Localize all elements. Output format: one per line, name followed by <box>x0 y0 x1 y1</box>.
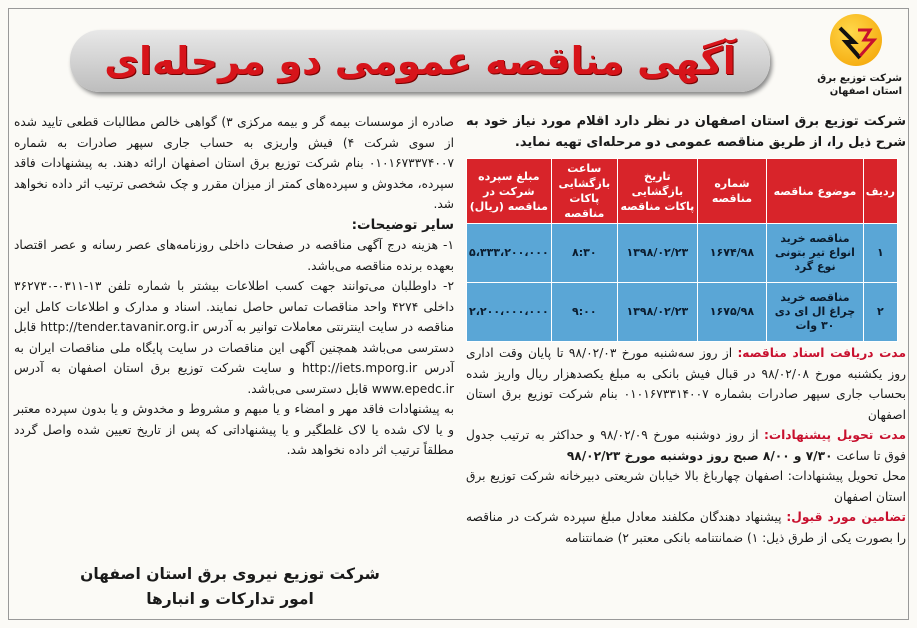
iets-link[interactable]: http://iets.mporg.ir <box>302 361 418 375</box>
delivery-text: از روز دوشنبه مورخ ۹۸/۰۲/۰۹ و حداکثر به ترتیب جدول فوق تا ساعت <box>466 428 906 463</box>
th-row-number: ردیف <box>863 159 897 224</box>
other-heading: سایر توضیحات: <box>351 216 454 233</box>
left-column <box>14 112 454 461</box>
lightning-icon <box>830 20 882 64</box>
guarantee-label: تضامین مورد قبول: <box>786 510 906 524</box>
other-item-2-c: قابل دسترسی می‌باشد همچنین آگهی این مناقصات در سایت پایگاه ملی مناقصات ایران به آدرس <box>14 320 454 375</box>
other-item-2-d: و سایت شرکت توزیع برق استان اصفهان به آدرس <box>14 361 295 375</box>
cell-subject: مناقصه خرید چراغ ال ای دی ۳۰ وات <box>767 283 864 342</box>
guarantee-section <box>466 507 906 548</box>
intro-text: شرکت توزیع برق استان اصفهان در نظر دارد اقلام مورد نیاز خود به شرح ذیل را، از طریق مناقصه عمومی دو مرحله‌ای تهیه نماید. <box>466 114 906 150</box>
cell-tender-number: ۱۶۷۴/۹۸ <box>697 224 766 283</box>
logo-company-name: شرکت توزیع برق استان اصفهان <box>817 73 902 97</box>
docs-section <box>466 343 906 425</box>
cell-deposit: ۲،۲۰۰،۰۰۰،۰۰۰ <box>467 283 552 342</box>
signature-department: امور تدارکات و انبارها <box>146 590 314 608</box>
th-opening-date: تاریخ بازگشایی پاکات مناقصه <box>617 159 697 224</box>
guarantee-text: پیشنهاد دهندگان مکلفند معادل مبلغ سپرده شرکت در مناقصه را بصورت یکی از طرق ذیل: ۱) ضمانتنامه بانکی معتبر ۲) ضمانتنامه <box>466 510 906 545</box>
company-logo <box>808 14 908 110</box>
cell-opening-time: ۹:۰۰ <box>551 283 617 342</box>
page-title: آگهی مناقصه عمومی دو مرحله‌ای <box>104 39 736 83</box>
cell-deposit: ۵،۳۳۳،۲۰۰،۰۰۰ <box>467 224 552 283</box>
other-item-2 <box>14 276 454 399</box>
other-item-2-a: ۲- داوطلبان می‌توانند جهت کسب اطلاعات بیشتر با شماره تلفن ۱۳-۰۳۱۱-۳۶۲۷۳۰ داخلی ۴۲۷۴ واحد مناقصات تماس حاصل نمایند. <box>14 279 455 314</box>
docs-label: مدت دریافت اسناد مناقصه: <box>737 346 906 360</box>
guarantee-continued: صادره از موسسات بیمه گر و بیمه مرکزی ۳) گواهی خالص مطالبات قطعی تایید شده از سوی شرکت ۴) فیش واریزی به حساب جاری سپهر صادرات به شماره ۰۱۰۱۶۷۳۳۷۴۰۰۷ بنام شرکت توزیع برق استان اصفهان ارائه دهند. به پیشنهادات فاقد سپرده، مخدوش و سپرده‌های کمتر از میزان مقرر و چک شخصی ترتیب اثر داده نخواهد شد. <box>14 115 454 211</box>
tender-table <box>466 158 898 342</box>
cell-row-number: ۲ <box>863 283 897 342</box>
delivery-section <box>466 425 906 466</box>
delivery-label: مدت تحویل پیشنهادات: <box>764 428 907 442</box>
table-row <box>467 224 898 283</box>
th-deposit: مبلغ سپرده شرکت در مناقصه (ریال) <box>467 159 552 224</box>
table-row <box>467 283 898 342</box>
table-header-row <box>467 159 898 224</box>
cell-subject: مناقصه خرید انواع تیر بتونی نوع گرد <box>767 224 864 283</box>
cell-row-number: ۱ <box>863 224 897 283</box>
cell-opening-time: ۸:۳۰ <box>551 224 617 283</box>
other-item-2-e: قابل دسترسی می‌باشد. <box>247 381 369 396</box>
cell-opening-date: ۱۳۹۸/۰۲/۲۳ <box>617 224 697 283</box>
signature-block <box>50 562 410 612</box>
signature-company: شرکت توزیع نیروی برق استان اصفهان <box>80 565 380 583</box>
cell-opening-date: ۱۳۹۸/۰۲/۲۳ <box>617 283 697 342</box>
th-tender-number: شماره مناقصه <box>697 159 766 224</box>
delivery-place: محل تحویل پیشنهادات: اصفهان چهارباغ بالا خیابان شریعتی دبیرخانه شرکت توزیع برق استان اصفهان <box>466 469 906 504</box>
other-item-3: به پیشنهادات فاقد مهر و امضاء و یا مبهم و مشروط و مخدوش و یا بدون سپرده معتبر و یا لاک شده یا لاک غلطگیر و یا پیشنهاداتی که پس از تاریخ تعیین شده واصل گردد مطلقاً ترتیب اثر داده نخواهد شد. <box>14 402 454 457</box>
other-item-2-b: اسناد و مدارک و اطلاعات کامل این مناقصه در سایت اینترنتی معاملات توانیر به آدرس <box>14 299 454 334</box>
other-item-1: ۱- هزینه درج آگهی مناقصه در صفحات داخلی روزنامه‌های عصر رسانه و عصر اقتصاد بعهده برنده مناقصه می‌باشد. <box>14 238 454 273</box>
th-opening-time: ساعت بازگشایی پاکات مناقصه <box>551 159 617 224</box>
docs-text: از روز سه‌شنبه مورخ ۹۸/۰۲/۰۳ تا پایان وقت اداری روز یکشنبه مورخ ۹۸/۰۲/۰۸ در قبال فیش بانکی به مبلغ یکصدهزار ریال واریز شده بحساب جاری سپهر صادرات بشماره ۰۱۰۱۶۷۳۳۱۴۰۰۷ بنام شرکت توزیع برق استان اصفهان <box>466 346 907 422</box>
delivery-deadline: ۷/۳۰ و ۸/۰۰ صبح روز دوشنبه مورخ ۹۸/۰۲/۲۳ <box>566 448 833 463</box>
cell-tender-number: ۱۶۷۵/۹۸ <box>697 283 766 342</box>
epedc-link[interactable]: www.epedc.ir <box>371 381 454 396</box>
th-subject: موضوع مناقصه <box>767 159 864 224</box>
tavanir-link[interactable]: http://tender.tavanir.org.ir <box>40 320 199 334</box>
